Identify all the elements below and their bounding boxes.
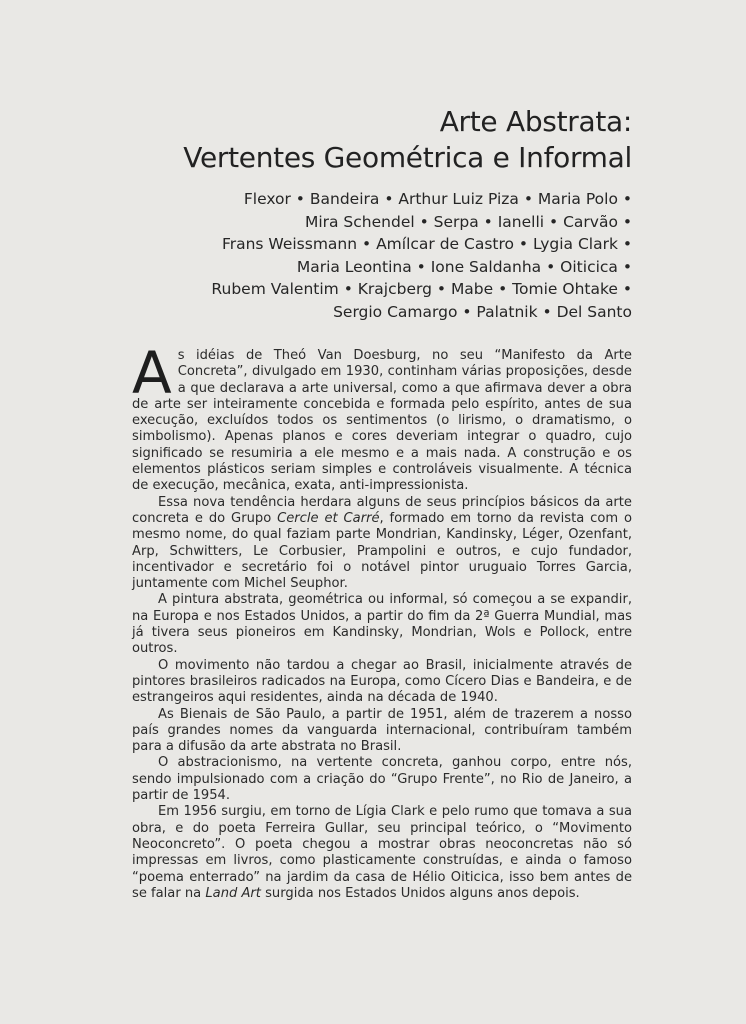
artist-list [211, 188, 632, 323]
artist-line: Maria Leontina • Ione Saldanha • Oiticica • [296, 257, 632, 276]
title-block [183, 104, 632, 176]
paragraph-4: O movimento não tardou a chegar ao Brasil, inicialmente através de pintores brasileiros radicados na Europa, como Cícero Dias e Bandeira, e de estrangeiros aqui residentes, ainda na década de 1940. [132, 657, 632, 706]
paragraph-7-text-a: Em 1956 surgiu, em torno de Lígia Clark e pelo rumo que tomava a sua obra, e do poeta Ferreira Gullar, seu principal teórico, o “Movimento Neoconcreto”. O poeta chegou a mostrar obras neoconcretas não só impressas em livros, como plasticamente construídas, e ainda o famoso “poema enterrado” na jardim da casa de Hélio Oiticica, isso bem antes de se falar na [132, 804, 632, 901]
paragraph-5: As Bienais de São Paulo, a partir de 1951, além de trazerem a nosso país grandes nomes da vanguarda internacional, contribuíram também para a difusão da arte abstrata no Brasil. [132, 706, 632, 755]
artist-line: Mira Schendel • Serpa • Ianelli • Carvão • [304, 212, 632, 231]
artist-line: Frans Weissmann • Amílcar de Castro • Lygia Clark • [221, 235, 632, 253]
page-title-line-2: Vertentes Geométrica e Informal [183, 141, 632, 174]
paragraph-2-italic: Cercle et Carré [277, 510, 380, 526]
paragraph-3: A pintura abstrata, geométrica ou informal, só começou a se expandir, na Europa e nos Estados Unidos, a partir do fim da 2ª Guerra Mundial, mas já tivera seus pioneiros em Kandinsky, Mondrian, Wols e Pollock, entre outros. [132, 592, 632, 657]
drop-cap: A [132, 339, 172, 407]
artist-line: Sergio Camargo • Palatnik • Del Santo [333, 302, 632, 321]
paragraph-7 [132, 804, 632, 902]
paragraph-1-text: s idéias de Theó Van Doesburg, no seu “Manifesto da Arte Concreta”, divulgado em 1930, continham várias proposições, desde a que declarava a arte universal, como a que afirmava dever a obra de arte ser inteiramente concebida e formada pelo espírito, antes de sua execução, excluídos todos os sentimentos (o lirismo, o dramatismo, o simbolismo). Apenas planos e cores deveriam integrar o quadro, cujo significado se resumiria a ele mesmo e a mais nada. A construção e os elementos plásticos seriam simples e controláveis visualmente. A técnica de execução, mecânica, exata, anti-impressionista. [132, 348, 632, 494]
paragraph-2-text-a: Essa nova tendência herdara alguns de seus princípios básicos da arte concreta e do Grupo [132, 494, 632, 526]
artist-line: Flexor • Bandeira • Arthur Luiz Piza • Maria Polo • [243, 190, 632, 208]
body-text [132, 339, 632, 902]
artist-line: Rubem Valentim • Krajcberg • Mabe • Tomie Ohtake • [211, 280, 632, 298]
paragraph-2 [132, 495, 632, 593]
paragraph-7-text-b: surgida nos Estados Unidos alguns anos depois. [260, 885, 580, 901]
paragraph-7-italic: Land Art [205, 885, 261, 901]
paragraph-6: O abstracionismo, na vertente concreta, ganhou corpo, entre nós, sendo impulsionado com a criação do “Grupo Frente”, no Rio de Janeiro, a partir de 1954. [132, 755, 632, 804]
page-title-line-1: Arte Abstrata: [439, 105, 632, 138]
paragraph-2-text-b: , formado em torno da revista com o mesmo nome, do qual faziam parte Mondrian, Kandinsky, Léger, Ozenfant, Arp, Schwitters, Le Corbusier, Prampolini e outros, e cujo fundador, incentivador e secretário foi o notável pintor uruguaio Torres Garcia, juntamente com Michel Seuphor. [132, 510, 632, 592]
paragraph-1 [132, 339, 632, 495]
